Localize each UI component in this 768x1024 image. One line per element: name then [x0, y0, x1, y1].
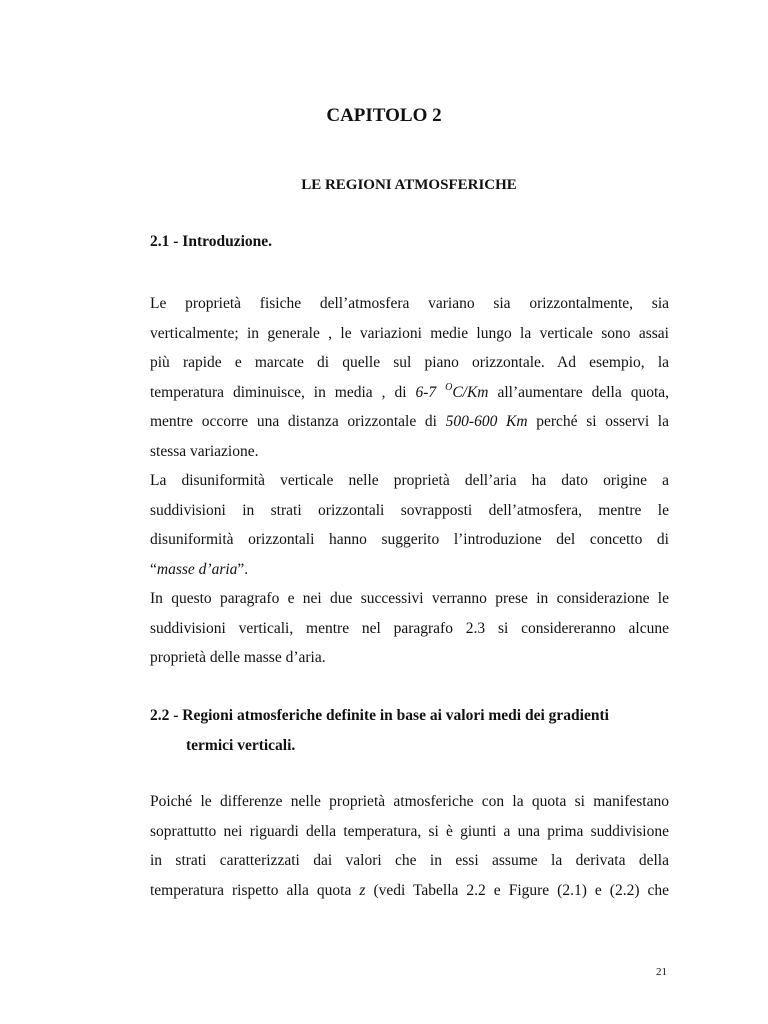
- section-heading-introduction: [150, 227, 669, 257]
- text-line-with-variable: [150, 876, 669, 906]
- text-line: Poiché le differenze nelle proprietà atmosferiche con la quota si manifestano: [150, 793, 669, 810]
- text-line-with-distance: [150, 407, 669, 437]
- text-line: soprattutto nei riguardi della temperatura, si è giunti a una prima suddivisione: [150, 822, 669, 840]
- chapter-subtitle: LE REGIONI ATMOSFERICHE: [301, 177, 517, 193]
- text-span: perché si osservi la: [536, 413, 669, 430]
- section-heading-text-continued: termici verticali.: [186, 736, 296, 754]
- chapter-title: CAPITOLO 2: [326, 105, 442, 126]
- text-span: (vedi Tabella 2.2 e Figure (2.1) e (2.2) che: [373, 881, 670, 899]
- section-heading-regions: [150, 701, 669, 760]
- text-span: mentre occorre una distanza orizzontale di: [150, 413, 437, 430]
- text-line: proprietà delle masse d’aria.: [150, 649, 326, 666]
- paragraph-introduction: [150, 289, 669, 673]
- text-line: stessa variazione.: [150, 442, 259, 460]
- text-span: temperatura rispetto alla quota: [150, 881, 352, 899]
- text-line: in strati caratterizzati dai valori che in essi assume la derivata della: [150, 852, 669, 869]
- lapse-rate-value: [415, 381, 489, 401]
- section-heading-text: 2.2 - Regioni atmosferiche definite in base ai valori medi dei gradienti: [150, 707, 609, 724]
- quote-close: ”.: [237, 560, 249, 578]
- text-span: temperatura diminuisce, in media , di: [150, 383, 407, 401]
- text-line: La disuniformità verticale nelle proprietà dell’aria ha dato origine a: [150, 472, 669, 489]
- variable-z: z: [359, 881, 366, 899]
- distance-value: 500-600 Km: [445, 413, 528, 430]
- text-line-term: [150, 555, 669, 585]
- text-line: In questo paragrafo e nei due successivi verranno prese in considerazione le: [150, 590, 669, 607]
- text-line-with-units: [150, 378, 669, 408]
- text-line: suddivisioni in strati orizzontali sovrapposti dell’atmosfera, mentre le: [150, 501, 669, 519]
- text-line: suddivisioni verticali, mentre nel paragrafo 2.3 si considereranno alcune: [150, 619, 669, 637]
- page-number: 21: [656, 966, 667, 978]
- text-line: Le proprietà fisiche dell’atmosfera variano sia orizzontalmente, sia: [150, 295, 669, 312]
- degree-superscript: O: [445, 381, 453, 393]
- lapse-rate-range: 6-7: [415, 383, 437, 401]
- lapse-rate-unit: C/Km: [452, 383, 489, 401]
- text-line: più rapide e marcate di quelle sul piano orizzontale. Ad esempio, la: [150, 354, 669, 371]
- section-heading-text: 2.1 - Introduzione.: [150, 233, 273, 250]
- term-masse-daria: masse d’aria: [156, 560, 238, 578]
- paragraph-regions: [150, 787, 669, 905]
- quote-open: “: [150, 560, 157, 578]
- text-span: all’aumentare della quota,: [497, 383, 669, 401]
- text-line: verticalmente; in generale , le variazioni medie lungo la verticale sono assai: [150, 324, 669, 342]
- text-line: disuniformità orizzontali hanno suggerito l’introduzione del concetto di: [150, 531, 669, 548]
